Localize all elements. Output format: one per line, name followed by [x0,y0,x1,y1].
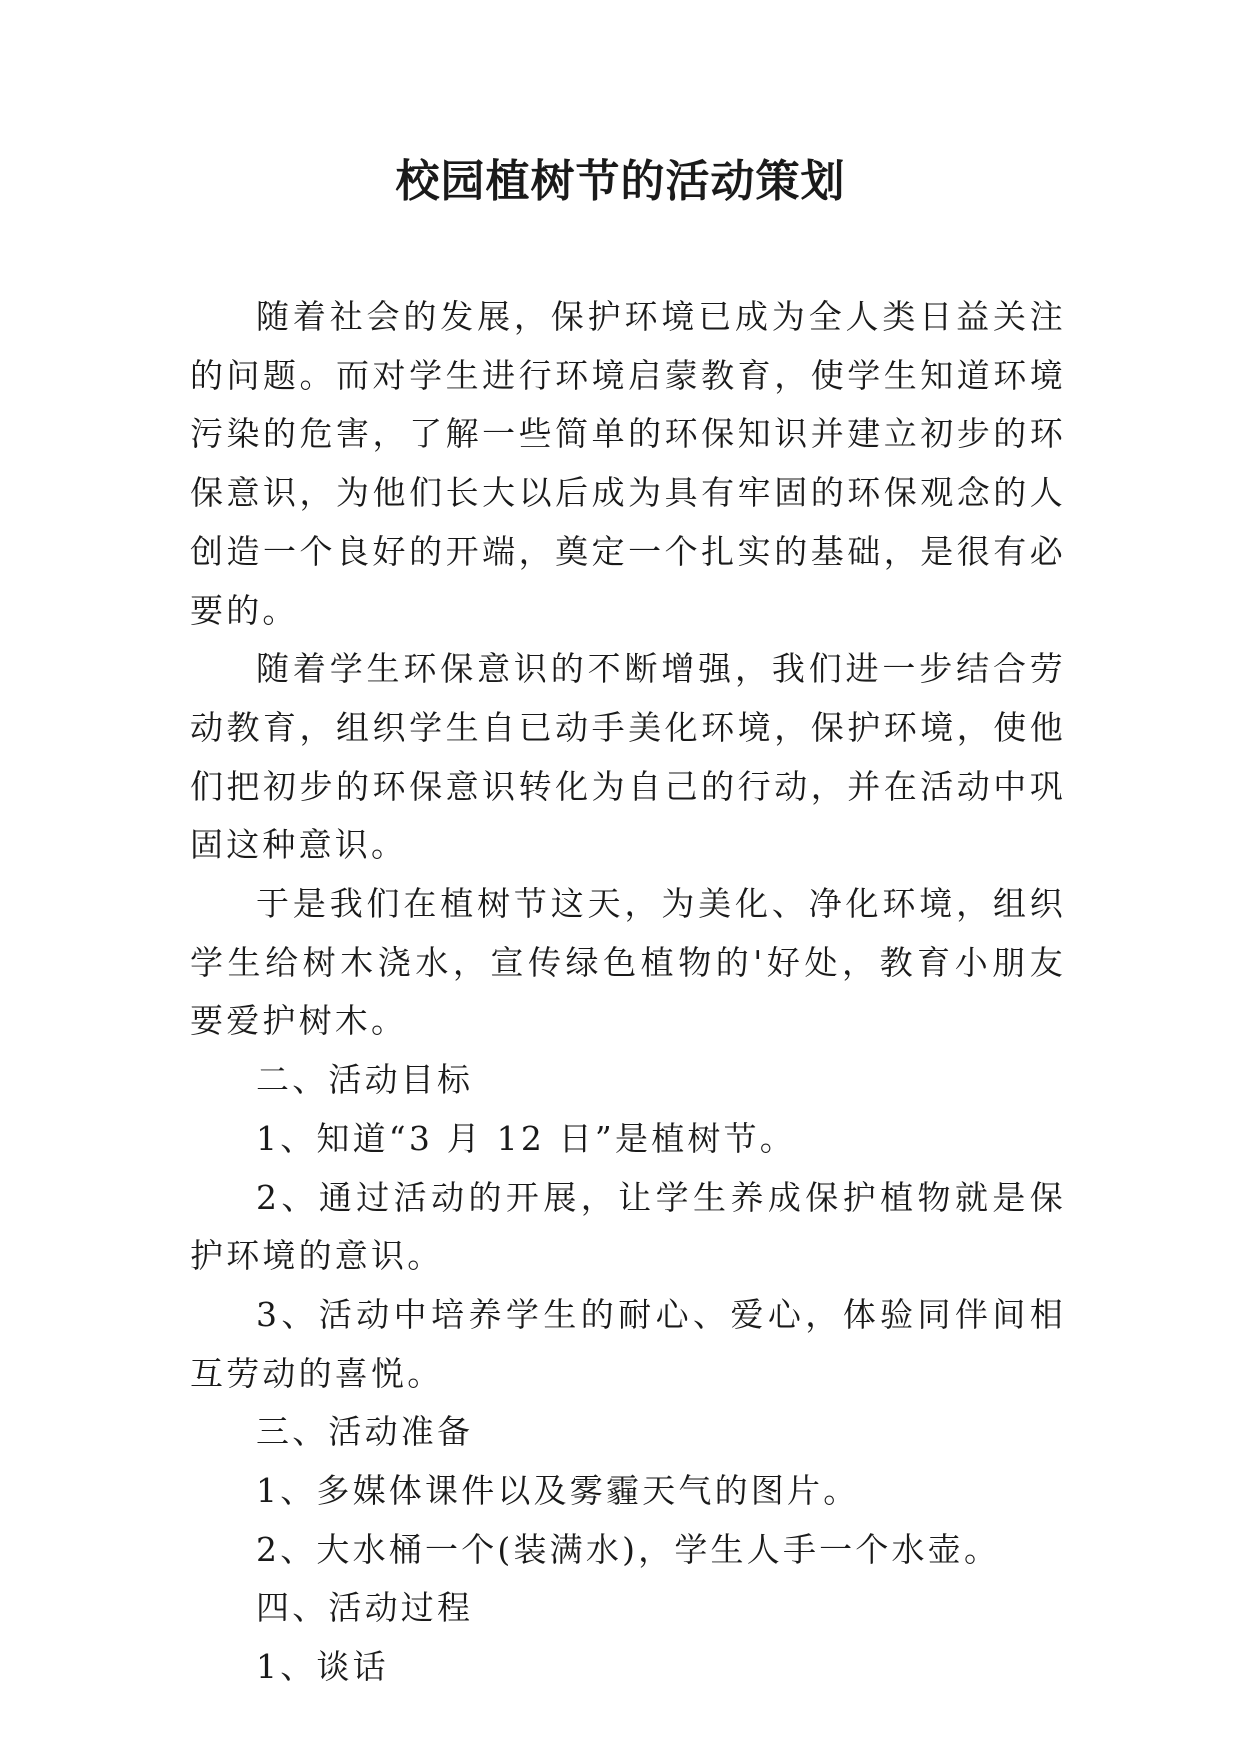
goal-item-1: 1、知道“3 月 12 日”是植树节。 [256,1118,796,1158]
section-heading-goals: 二、活动目标 [256,1060,474,1100]
process-item-1: 1、谈话 [256,1647,389,1687]
document-title: 校园植树节的活动策划 [395,156,846,207]
preparation-item-1: 1、多媒体课件以及雾霾天气的图片。 [256,1471,860,1511]
paragraph-awareness: 随着学生环保意识的不断增强，我们进一步结合劳动教育，组织学生自已动手美化环境，保护环境，使他们把初步的环保意识转化为自己的行动，并在活动中巩固这种意识。 [190,649,1066,865]
goal-item-2: 2、通过活动的开展，让学生养成保护植物就是保护环境的意识。 [190,1177,1066,1276]
section-heading-preparation: 三、活动准备 [256,1412,474,1452]
paragraph-intro: 随着社会的发展，保护环境已成为全人类日益关注的问题。而对学生进行环境启蒙教育，使学生知道环境污染的危害，了解一些简单的环保知识并建立初步的环保意识，为他们长大以后成为具有牢固的环保观念的人创造一个良好的开端，奠定一个扎实的基础，是很有必要的。 [190,297,1066,630]
section-heading-process: 四、活动过程 [256,1588,474,1628]
paragraph-arbor-day: 于是我们在植树节这天，为美化、净化环境，组织学生给树木浇水，宣传绿色植物的'好处，教育小朋友要爱护树木。 [190,884,1066,1041]
preparation-item-2: 2、大水桶一个(装满水)，学生人手一个水壶。 [256,1529,1001,1569]
document-body [190,288,1066,1697]
goal-item-3: 3、活动中培养学生的耐心、爱心，体验同伴间相互劳动的喜悦。 [190,1294,1066,1393]
